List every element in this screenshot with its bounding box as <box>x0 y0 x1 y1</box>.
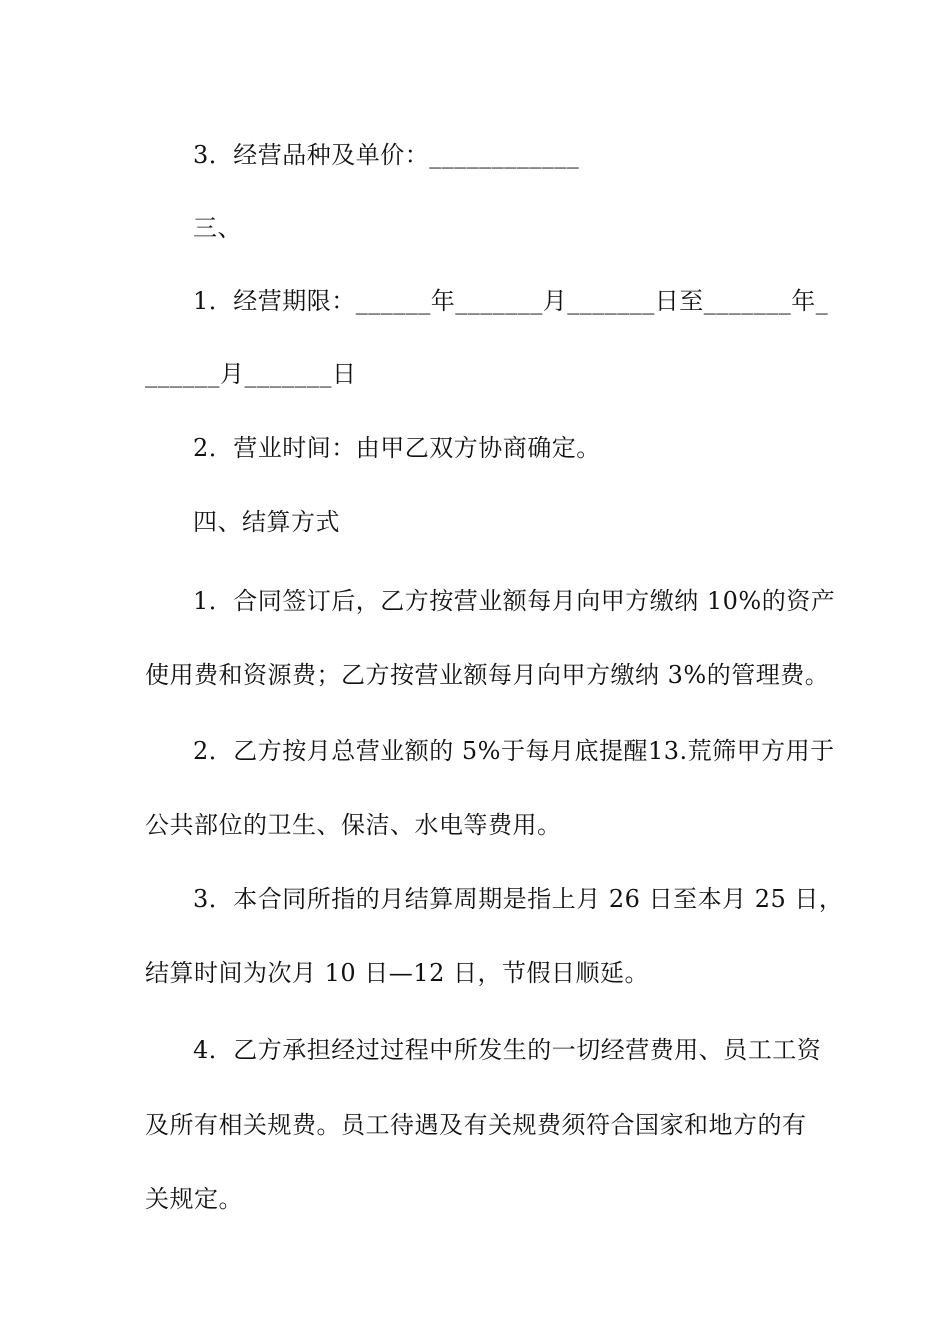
settlement-item-4: 4．乙方承担经过过程中所发生的一切经营费用、员工工资 <box>193 1036 822 1064</box>
settlement-item-2: 2．乙方按月总营业额的 5%于每月底提醒13.荒筛甲方用于 <box>193 737 835 765</box>
item-3-business-varieties: 3．经营品种及单价：____________ <box>193 141 580 169</box>
item-1-business-term: 1．经营期限：______年_______月_______日至_______年_ <box>193 287 829 315</box>
settlement-item-4-end: 关规定。 <box>145 1185 243 1213</box>
section-4-heading: 四、结算方式 <box>193 508 340 536</box>
item-2-business-hours: 2．营业时间：由甲乙双方协商确定。 <box>193 434 601 462</box>
settlement-item-2-cont: 公共部位的卫生、保洁、水电等费用。 <box>145 811 562 839</box>
settlement-item-1-cont: 使用费和资源费；乙方按营业额每月向甲方缴纳 3%的管理费。 <box>145 661 830 689</box>
settlement-item-3: 3．本合同所指的月结算周期是指上月 26 日至本月 25 日， <box>193 885 844 913</box>
settlement-item-1: 1．合同签订后，乙方按营业额每月向甲方缴纳 10%的资产 <box>193 587 836 615</box>
settlement-item-3-cont: 结算时间为次月 10 日—12 日，节假日顺延。 <box>145 959 649 987</box>
settlement-item-4-cont: 及所有相关规费。员工待遇及有关规费须符合国家和地方的有 <box>145 1111 807 1139</box>
section-3-heading: 三、 <box>193 214 242 242</box>
item-1-business-term-cont: ______月_______日 <box>145 360 357 388</box>
